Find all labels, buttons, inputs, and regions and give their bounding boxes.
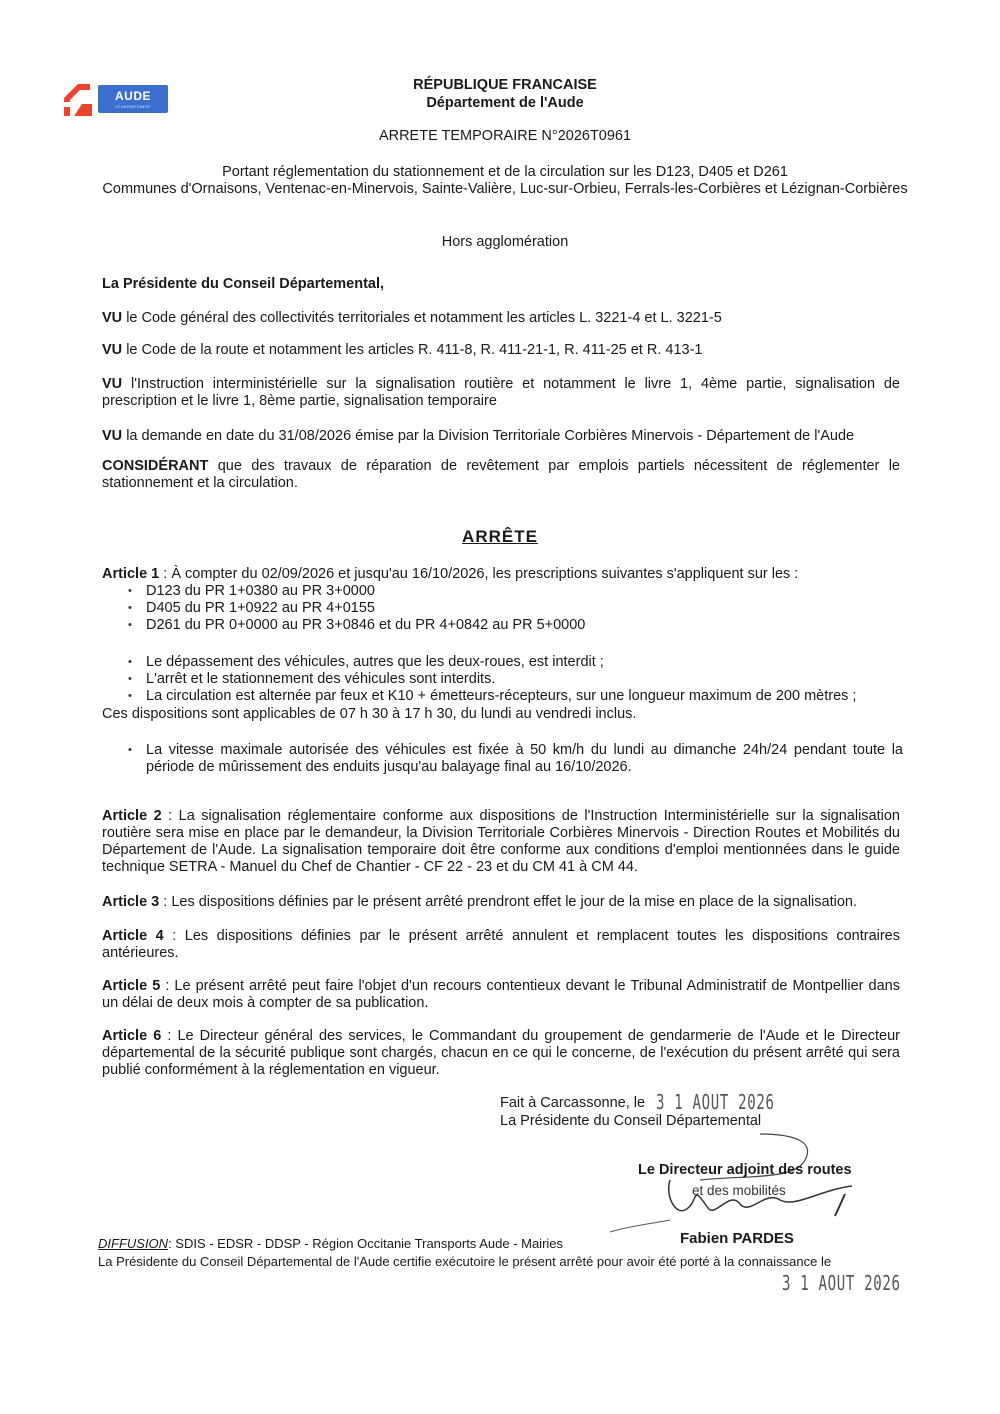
arrete-number: ARRETE TEMPORAIRE N°2026T0961 <box>378 128 632 144</box>
list-item: • La circulation est alternée par feux et K10 + émetteurs-récepteurs, sur une longueur maximum de 200 mètres ; <box>128 688 903 705</box>
vu-text: le Code général des collectivités territoriales et notamment les articles L. 3221-4 et L. 3221-5 <box>126 310 722 326</box>
vu-paragraph-4 <box>102 428 900 445</box>
article-2 <box>102 808 900 876</box>
presidente-heading: La Présidente du Conseil Départemental, <box>102 276 385 292</box>
article-text: : Les dispositions définies par le présent arrêté prendront effet le jour de la mise en place de la signalisation. <box>159 894 857 910</box>
vu-text: l'Instruction interministérielle sur la signalisation routière et notamment le livre 1, 4ème partie, signalisation de prescription et le livre 1, 8ème partie, signalisation temporaire <box>102 376 901 409</box>
vu-text: la demande en date du 31/08/2026 émise par la Division Territoriale Corbières Minervois - Département de l'Aude <box>126 428 855 444</box>
vu-paragraph-2 <box>102 342 900 359</box>
certification-line: La Présidente du Conseil Départemental de l'Aude certifie exécutoire le présent arrêté pour avoir été porté à la connaissance le <box>98 1254 832 1269</box>
presidente-signature-line: La Présidente du Conseil Départemental <box>500 1113 762 1129</box>
vu-label: VU <box>102 376 123 392</box>
date-stamp-text: 3 1 AOUT 2026 <box>782 1271 901 1295</box>
subject-line-1: Portant réglementation du stationnement et de la circulation sur les D123, D405 et D261 <box>222 164 788 180</box>
signer-name: Fabien PARDES <box>680 1230 794 1247</box>
diffusion-line <box>98 1236 563 1251</box>
list-item: • D261 du PR 0+0000 au PR 3+0846 et du PR 4+0842 au PR 5+0000 <box>128 617 903 634</box>
article-label: Article 3 <box>102 894 160 910</box>
article-text: : Le présent arrêté peut faire l'objet d'un recours contentieux devant le Tribunal Administratif de Montpellier dans un délai de deux mois à compter de sa publication. <box>102 978 900 1011</box>
rules-list <box>128 654 903 705</box>
certification-date-stamp <box>782 1271 952 1295</box>
article-5 <box>102 978 900 1012</box>
diffusion-text: : SDIS - EDSR - DDSP - Région Occitanie Transports Aude - Mairies <box>168 1236 564 1251</box>
considerant-text: que des travaux de réparation de revêtement par emplois partiels nécessitent de réglementer le stationnement et la circulation. <box>102 458 900 491</box>
article-text: : La signalisation réglementaire conforme aux dispositions de l'Instruction Interministérielle sur la signalisation routière sera mise en place par le demandeur, la Division Territoriale Corbières Minervois - Direction Routes et Mobilités du Département de l'Aude. La signalisation temporaire doit être conforme aux conditions d'emploi mentionnées dans le guide technique SETRA - Manuel du Chef de Chantier - CF 22 - 23 et du CM 41 à CM 44. <box>102 808 900 875</box>
considerant-paragraph <box>102 458 900 492</box>
considerant-label: CONSIDÉRANT <box>102 458 209 474</box>
article-label: Article 2 <box>102 808 162 824</box>
speed-list <box>128 742 903 776</box>
list-item: • L'arrêt et le stationnement des véhicules sont interdits. <box>128 671 903 688</box>
subject-block <box>100 164 910 198</box>
aude-logo-mark-icon <box>60 80 96 118</box>
vu-label: VU <box>102 428 123 444</box>
article-text: : Le Directeur général des services, le Commandant du groupement de gendarmerie de l'Aude et le Directeur départemental de la sécurité publique sont chargés, chacun en ce qui le concerne, de l'exécution du présent arrêté qui sera publié conformément à la réglementation en vigueur. <box>102 1028 900 1078</box>
article-4 <box>102 928 900 962</box>
date-stamp <box>656 1090 826 1114</box>
arrete-title: ARRÊTE <box>462 527 538 546</box>
vu-paragraph-1 <box>102 310 900 327</box>
article-6 <box>102 1028 900 1079</box>
article-text: : Les dispositions définies par le présent arrêté annulent et remplacent toutes les dispositions contraires antérieures. <box>102 928 900 961</box>
vu-label: VU <box>102 310 123 326</box>
list-item: • D123 du PR 1+0380 au PR 3+0000 <box>128 583 903 600</box>
signer-title-2: et des mobilités <box>692 1183 786 1198</box>
list-item: • Le dépassement des véhicules, autres que les deux-roues, est interdit ; <box>128 654 903 671</box>
hours-text: Ces dispositions sont applicables de 07 h 30 à 17 h 30, du lundi au vendredi inclus. <box>102 706 637 722</box>
vu-text: le Code de la route et notamment les articles R. 411-8, R. 411-21-1, R. 411-25 et R. 413-1 <box>126 342 703 358</box>
article-label: Article 1 <box>102 566 160 582</box>
vu-paragraph-3 <box>102 376 900 410</box>
subject-line-2: Communes d'Ornaisons, Ventenac-en-Minervois, Sainte-Valière, Luc-sur-Orbieu, Ferrals-les-Corbières et Lézignan-Corbières <box>102 181 908 197</box>
article-text: : À compter du 02/09/2026 et jusqu'au 16/10/2026, les prescriptions suivantes s'appliquent sur les : <box>159 566 799 582</box>
aude-logo-name: AUDE <box>114 89 151 103</box>
republic-title: RÉPUBLIQUE FRANCAISE <box>413 77 597 93</box>
hors-agglomeration: Hors agglomération <box>441 234 569 250</box>
header-block <box>100 76 910 112</box>
article-3 <box>102 894 900 911</box>
diffusion-label: DIFFUSION <box>98 1236 169 1251</box>
article-label: Article 4 <box>102 928 164 944</box>
signer-title: Le Directeur adjoint des routes <box>638 1162 852 1178</box>
article-label: Article 6 <box>102 1028 162 1044</box>
list-item: • La vitesse maximale autorisée des véhicules est fixée à 50 km/h du lundi au dimanche 24h/24 pendant toute la période de mûrissement des enduits jusqu'au balayage final au 16/10/2026. <box>128 742 903 776</box>
date-stamp-text: 3 1 AOUT 2026 <box>656 1090 775 1114</box>
fait-a-text: Fait à Carcassonne, le <box>500 1095 646 1111</box>
vu-label: VU <box>102 342 123 358</box>
list-item: • D405 du PR 1+0922 au PR 4+0155 <box>128 600 903 617</box>
article-label: Article 5 <box>102 978 161 994</box>
department-title: Département de l'Aude <box>426 95 584 111</box>
aude-logo-tagline: LE DEPARTEMENT <box>115 104 151 109</box>
roads-list <box>128 583 903 634</box>
article-1 <box>102 566 900 583</box>
